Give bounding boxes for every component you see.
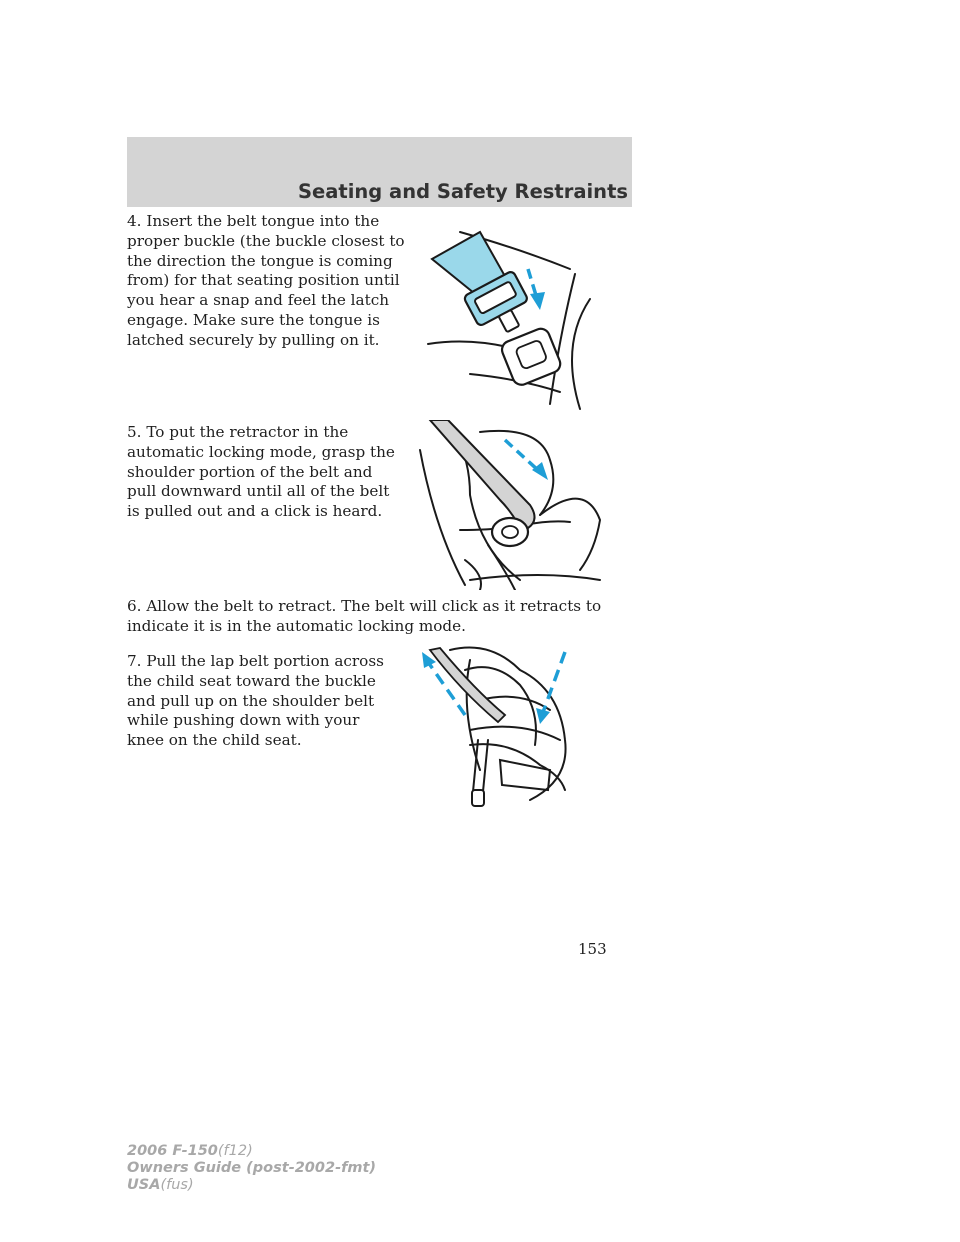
child-seat-illustration xyxy=(410,640,595,810)
header-band xyxy=(127,137,632,207)
buckle-illustration xyxy=(410,214,610,414)
step-6-text: 6. Allow the belt to retract. The belt will click as it retracts to indicate it is in the automatic locking mode. xyxy=(127,597,602,635)
footer-market-line: USA(fus) xyxy=(127,1177,194,1193)
section-title: Seating and Safety Restraints xyxy=(297,180,628,203)
page-number: 153 xyxy=(578,940,607,958)
document-footer xyxy=(127,1143,376,1194)
step-5-text: 5. To put the retractor in the automatic locking mode, grasp the shoulder portion of the belt and pull downward until all of the belt is pulled out and a click is heard. xyxy=(127,423,395,521)
retractor-illustration xyxy=(410,420,610,590)
step-4-text: 4. Insert the belt tongue into the proper buckle (the buckle closest to the direction the tongue is coming from) for that seating position until you hear a snap and feel the latch engage. Make sure the tongue is latched securely by pulling on it. xyxy=(127,212,405,349)
footer-model-line: 2006 F-150(f12) xyxy=(127,1143,253,1159)
footer-guide-line: Owners Guide (post-2002-fmt) xyxy=(127,1160,377,1176)
step-7-text: 7. Pull the lap belt portion across the child seat toward the buckle and pull up on the shoulder belt while pushing down with your knee on the child seat. xyxy=(127,652,384,750)
